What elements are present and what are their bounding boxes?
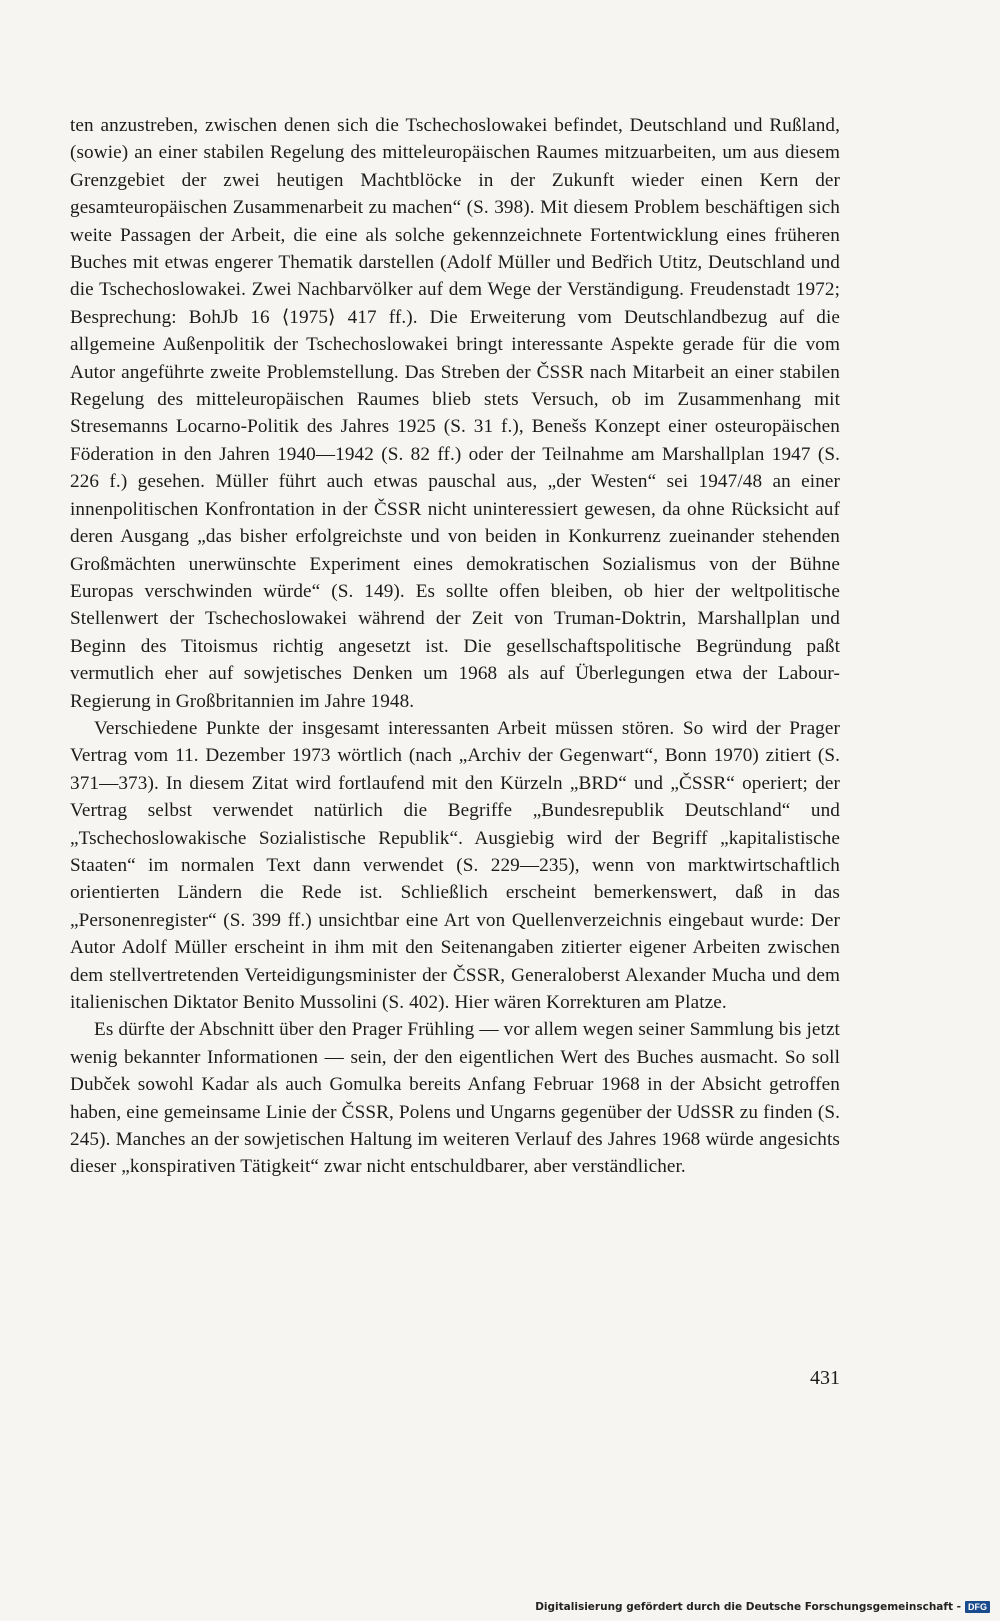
dfg-logo: DFG [965,1601,990,1613]
paragraph-1: ten anzustreben, zwischen denen sich die Tschechoslowakei befindet, Deutschland und Rußland, (sowie) an einer stabilen Regelung des mitteleuropäischen Raumes mitzuarbeiten, um aus diesem Grenzgebiet der zwei heutigen Machtblöcke in der Zukunft wieder einen Kern der gesamteuropäischen Zusammenarbeit zu machen“ (S. 398). Mit diesem Problem beschäftigen sich weite Passagen der Arbeit, die eine als solche gekennzeichnete Fortentwicklung eines früheren Buches mit etwas engerer Thematik darstellen (Adolf Müller und Bedřich Utitz, Deutschland und die Tschechoslowakei. Zwei Nachbarvölker auf dem Wege der Verständigung. Freudenstadt 1972; Besprechung: BohJb 16 ⟨1975⟩ 417 ff.). Die Erweiterung vom Deutschlandbezug auf die allgemeine Außenpolitik der Tschechoslowakei bringt interessante Aspekte gerade für die vom Autor angeführte zweite Problemstellung. Das Streben der ČSSR nach Mitarbeit an einer stabilen Regelung des mitteleuropäischen Raumes blieb stets Versuch, ob im Zusammenhang mit Stresemanns Locarno-Politik des Jahres 1925 (S. 31 f.), Benešs Konzept einer osteuropäischen Föderation in den Jahren 1940—1942 (S. 82 ff.) oder der Teilnahme am Marshallplan 1947 (S. 226 f.) gesehen. Müller führt auch etwas pauschal aus, „der Westen“ sei 1947/48 an einer innenpolitischen Konfrontation in der ČSSR nicht uninteressiert gewesen, da ohne Rücksicht auf deren Ausgang „das bisher erfolgreichste und von beiden in Konkurrenz zueinander stehenden Großmächten unerwünschte Experiment eines demokratischen Sozialismus von der Bühne Europas verschwinden würde“ (S. 149). Es sollte offen bleiben, ob hier der weltpolitische Stellenwert der Tschechoslowakei während der Zeit von Truman-Doktrin, Marshallplan und Beginn des Titoismus richtig angesetzt ist. Die gesellschaftspolitische Begründung paßt vermutlich eher auf sowjetisches Denken um 1968 als auf Überlegungen etwa der Labour-Regierung in Großbritannien im Jahre 1948. [70,115,840,712]
footer [535,1601,990,1613]
footer-text: Digitalisierung gefördert durch die Deutsche Forschungsgemeinschaft - [535,1601,961,1613]
paragraph-3: Es dürfte der Abschnitt über den Prager Frühling — vor allem wegen seiner Sammlung bis jetzt wenig bekannter Informationen — sein, der den eigentlichen Wert des Buches ausmacht. So soll Dubček sowohl Kadar als auch Gomulka bereits Anfang Februar 1968 in der Absicht getroffen haben, eine gemeinsame Linie der ČSSR, Polens und Ungarns gegenüber der UdSSR zu finden (S. 245). Manches an der sowjetischen Haltung im weiteren Verlauf des Jahres 1968 würde angesichts dieser „konspirativen Tätigkeit“ zwar nicht entschuldbarer, aber verständlicher. [70,1019,840,1178]
page-body [70,112,840,1181]
paragraph-2: Verschiedene Punkte der insgesamt interessanten Arbeit müssen stören. So wird der Prager Vertrag vom 11. Dezember 1973 wörtlich (nach „Archiv der Gegenwart“, Bonn 1970) zitiert (S. 371—373). In diesem Zitat wird fortlaufend mit den Kürzeln „BRD“ und „ČSSR“ operiert; der Vertrag selbst verwendet natürlich die Begriffe „Bundesrepublik Deutschland“ und „Tschechoslowakische Sozialistische Republik“. Ausgiebig wird der Begriff „kapitalistische Staaten“ im normalen Text dann verwendet (S. 229—235), wenn von marktwirtschaftlich orientierten Ländern die Rede ist. Schließlich erscheint bemerkenswert, daß in das „Personenregister“ (S. 399 ff.) unsichtbar eine Art von Quellenverzeichnis eingebaut wurde: Der Autor Adolf Müller erscheint in ihm mit den Seitenangaben zitierter eigener Arbeiten zwischen dem stellvertretenden Verteidigungsminister der ČSSR, Generaloberst Alexander Mucha und dem italienischen Diktator Benito Mussolini (S. 402). Hier wären Korrekturen am Platze. [70,717,840,1013]
page-number: 431 [810,1367,840,1389]
